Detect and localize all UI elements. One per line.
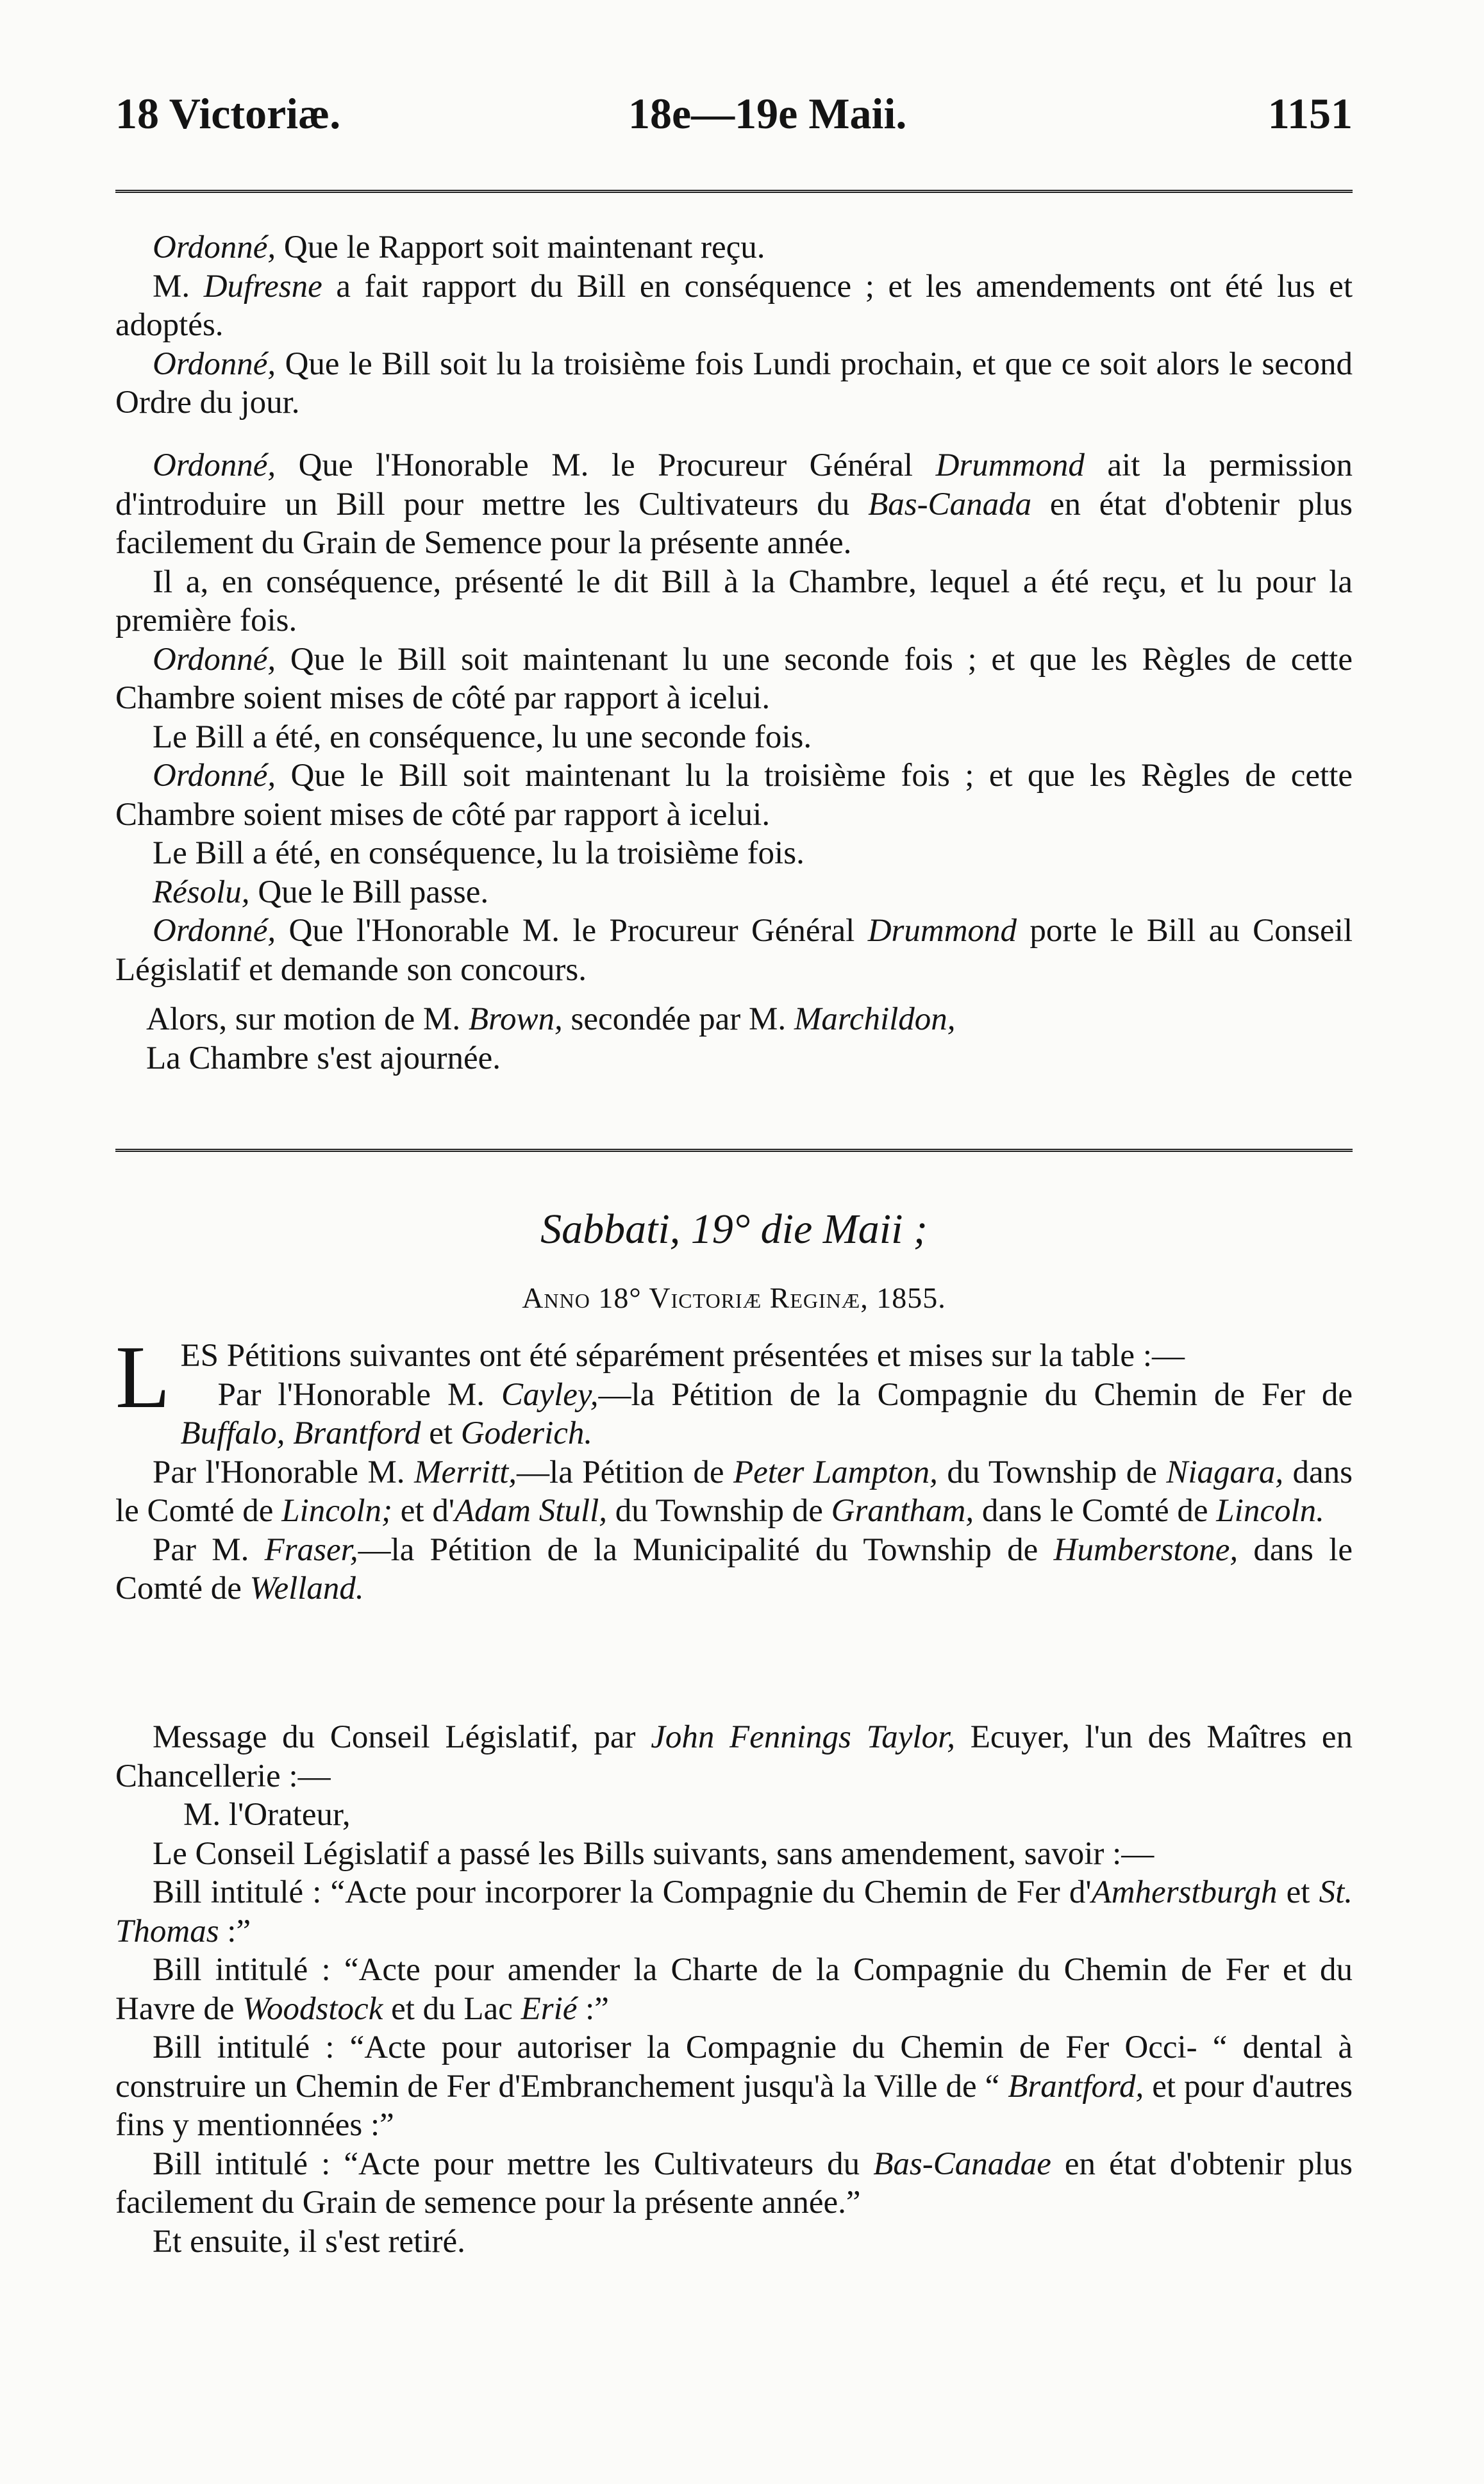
day-heading: Sabbati, 19° die Maii ; [540, 1206, 928, 1253]
paragraph: Bill intitulé : “Acte pour incorporer la Compagnie du Chemin de Fer d'Amherstburgh et St. Thomas :” [115, 1874, 1353, 1949]
header-rule [115, 190, 1353, 197]
section-report-received [115, 228, 1353, 422]
drop-cap: L [115, 1328, 171, 1427]
paragraph: Par M. Fraser,—la Pétition de la Municipalité du Township de Humberstone, dans le Comté de Welland. [115, 1531, 1353, 1606]
paragraph: Alors, sur motion de M. Brown, secondée par M. Marchildon, [146, 1001, 956, 1037]
paragraph: Ordonné, Que le Bill soit maintenant lu la troisième fois ; et que les Règles de cette Chambre soient mises de côté par rapport à icelui. [115, 758, 1353, 833]
section-adjournment [115, 1000, 1353, 1078]
paragraph: Bill intitulé : “Acte pour amender la Charte de la Compagnie du Chemin de Fer et du Havre de Woodstock et du Lac Erié :” [115, 1952, 1353, 2027]
paragraph: La Chambre s'est ajournée. [146, 1040, 501, 1076]
paragraph: M. Dufresne a fait rapport du Bill en conséquence ; et les amendements ont été lus et adoptés. [115, 268, 1353, 343]
page-number: 1151 [1267, 89, 1353, 138]
section-petitions [115, 1328, 1353, 1608]
paragraph: M. l'Orateur, [183, 1797, 351, 1833]
section-council-message [115, 1718, 1353, 2261]
paragraph: Résolu, Que le Bill passe. [153, 874, 489, 910]
paragraph: LES Pétitions suivantes ont été séparément présentées et mises sur la table :— [115, 1328, 1185, 1427]
paragraph: Ordonné, Que l'Honorable M. le Procureur Général Drummond ait la permission d'introduire un Bill pour mettre les Cultivateurs du Bas-Canada en état d'obtenir plus facilement du Grain de Semence pour la présente année. [115, 447, 1353, 561]
paragraph: Ordonné, Que l'Honorable M. le Procureur Général Drummond porte le Bill au Conseil Législatif et demande son concours. [115, 913, 1353, 988]
paragraph: Ordonné, Que le Bill soit maintenant lu une seconde fois ; et que les Règles de cette Chambre soient mises de côté par rapport à icelui. [115, 641, 1353, 716]
paragraph: Message du Conseil Législatif, par John Fennings Taylor, Ecuyer, l'un des Maîtres en Chancellerie :— [115, 1719, 1353, 1794]
paragraph: Et ensuite, il s'est retiré. [153, 2223, 465, 2260]
header-regnal-year: 18 Victoriæ. [115, 89, 341, 138]
paragraph: Bill intitulé : “Acte pour autoriser la Compagnie du Chemin de Fer Occi- “ dental à construire un Chemin de Fer d'Embranchement jusqu'à la Ville de “ Brantford, et pour d'autres fins y mentionnées :” [115, 2030, 1353, 2143]
paragraph: Ordonné, Que le Bill soit lu la troisième fois Lundi prochain, et que ce soit alors le second Ordre du jour. [115, 346, 1353, 421]
paragraph: Ordonné, Que le Rapport soit maintenant reçu. [153, 229, 765, 265]
header-date: 18e—19e Maii. [628, 89, 907, 138]
paragraph: Le Bill a été, en conséquence, lu une seconde fois. [153, 719, 812, 755]
paragraph: Par l'Honorable M. Merritt,—la Pétition de Peter Lampton, du Township de Niagara, dans le Comté de Lincoln; et d'Adam Stull, du Township de Grantham, dans le Comté de Lincoln. [115, 1454, 1353, 1529]
regnal-year-heading: Anno 18° Victoriæ Reginæ, 1855. [522, 1281, 946, 1314]
paragraph: Le Bill a été, en conséquence, lu la troisième fois. [153, 835, 805, 871]
section-seed-grain-bill [115, 446, 1353, 989]
paragraph: Le Conseil Législatif a passé les Bills suivants, sans amendement, savoir :— [153, 1835, 1155, 1872]
running-header [115, 88, 1353, 146]
paragraph: Bill intitulé : “Acte pour mettre les Cultivateurs du Bas-Canadae en état d'obtenir plus facilement du Grain de semence pour la présente année.” [115, 2146, 1353, 2221]
paragraph: Par l'Honorable M. Cayley,—la Pétition de la Compagnie du Chemin de Fer de Buffalo, Brantford et Goderich. [180, 1376, 1353, 1451]
section-divider-rule [115, 1149, 1353, 1156]
paragraph: Il a, en conséquence, présenté le dit Bill à la Chambre, lequel a été reçu, et lu pour la première fois. [115, 563, 1353, 638]
